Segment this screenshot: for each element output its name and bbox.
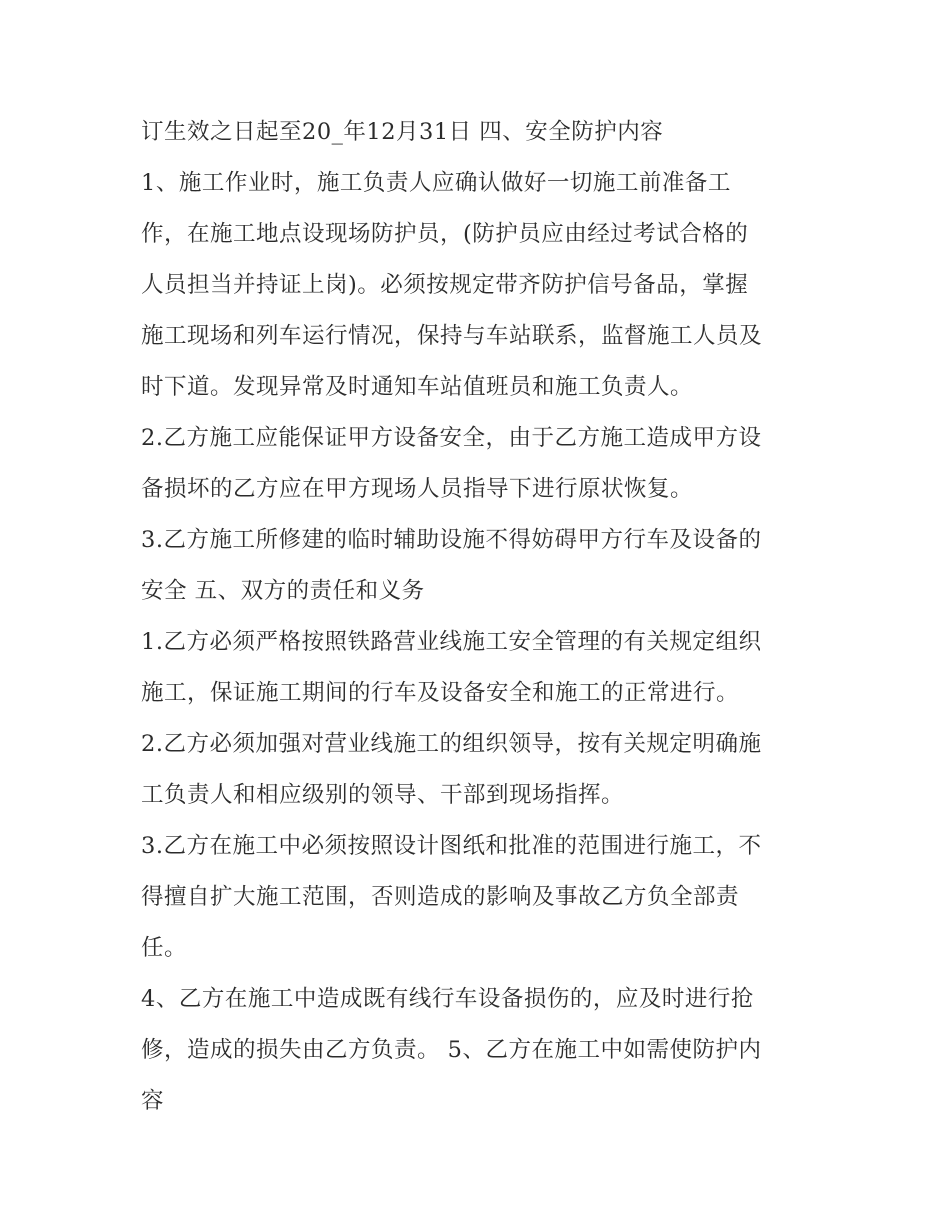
text-line: 得擅自扩大施工范围，否则造成的影响及事故乙方负全部责 bbox=[141, 884, 740, 910]
text-line: 容 bbox=[141, 1088, 165, 1114]
text-line: 工负责人和相应级别的领导、干部到现场指挥。 bbox=[141, 782, 625, 808]
text-line: 修，造成的损失由乙方负责。 5、乙方在施工中如需使防护内 bbox=[141, 1037, 762, 1063]
text-line: 1、施工作业时，施工负责人应确认做好一切施工前准备工 bbox=[141, 170, 731, 196]
text-line: 3.乙方在施工中必须按照设计图纸和批准的范围进行施工，不 bbox=[141, 833, 762, 859]
text-line: 2.乙方必须加强对营业线施工的组织领导，按有关规定明确施 bbox=[141, 731, 762, 757]
text-line: 作，在施工地点设现场防护员，(防护员应由经过考试合格的 bbox=[141, 221, 749, 247]
text-line: 订生效之日起至20_年12月31日 四、安全防护内容 bbox=[141, 119, 664, 145]
text-line: 3.乙方施工所修建的临时辅助设施不得妨碍甲方行车及设备的 bbox=[141, 527, 762, 553]
text-line: 2.乙方施工应能保证甲方设备安全，由于乙方施工造成甲方设 bbox=[141, 425, 762, 451]
text-line: 1.乙方必须严格按照铁路营业线施工安全管理的有关规定组织 bbox=[141, 629, 762, 655]
text-line: 4、乙方在施工中造成既有线行车设备损伤的，应及时进行抢 bbox=[141, 986, 754, 1012]
text-line: 时下道。发现异常及时通知车站值班员和施工负责人。 bbox=[141, 374, 694, 400]
text-line: 施工，保证施工期间的行车及设备安全和施工的正常进行。 bbox=[141, 680, 740, 706]
text-line: 施工现场和列车运行情况，保持与车站联系，监督施工人员及 bbox=[141, 323, 763, 349]
text-line: 人员担当并持证上岗)。必须按规定带齐防护信号备品，掌握 bbox=[141, 272, 749, 298]
document-body bbox=[141, 107, 821, 1127]
text-line: 安全 五、双方的责任和义务 bbox=[141, 578, 425, 604]
text-line: 任。 bbox=[141, 935, 188, 961]
text-line: 备损坏的乙方应在甲方现场人员指导下进行原状恢复。 bbox=[141, 476, 694, 502]
